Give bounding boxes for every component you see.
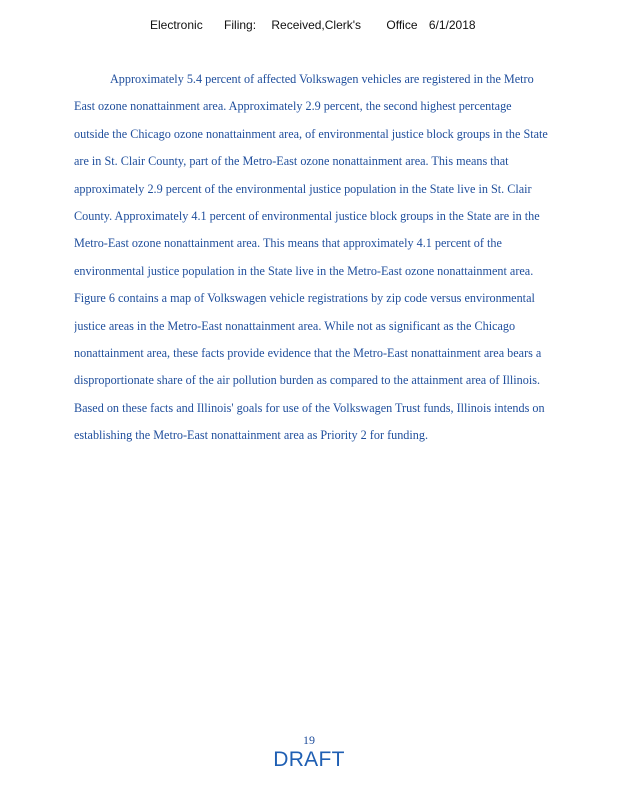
body-line: establishing the Metro-East nonattainment area as Priority 2 for funding. [74,428,429,443]
body-line: Figure 6 contains a map of Volkswagen vehicle registrations by zip code versus environmental [74,291,535,306]
header-filing: Filing: [224,18,257,32]
page-number: 19 [303,733,315,747]
body-paragraph [74,66,604,449]
body-line: County. Approximately 4.1 percent of environmental justice block groups in the State are in the [74,208,540,223]
body-line: East ozone nonattainment area. Approximately 2.9 percent, the second highest percentage [74,99,512,114]
body-line: outside the Chicago ozone nonattainment area, of environmental justice block groups in the State [74,126,548,141]
body-line: approximately 2.9 percent of the environmental justice population in the State live in St. Clair [74,181,532,196]
body-line: justice areas in the Metro-East nonattainment area. While not as significant as the Chicago [74,318,516,333]
body-line: nonattainment area, these facts provide evidence that the Metro-East nonattainment area bears a [74,345,542,360]
filing-header [150,18,476,32]
body-line: disproportionate share of the air pollution burden as compared to the attainment area of Illinois. [74,373,541,388]
body-line: environmental justice population in the State live in the Metro-East ozone nonattainment area. [74,263,534,278]
header-electronic: Electronic [150,18,203,32]
header-office: Office [386,18,418,32]
body-line: Approximately 5.4 percent of affected Volkswagen vehicles are registered in the Metro [110,72,534,86]
body-line: Based on these facts and Illinois' goals for use of the Volkswagen Trust funds, Illinois intends on [74,400,545,415]
body-line: are in St. Clair County, part of the Metro-East ozone nonattainment area. This means that [74,154,509,169]
header-date: 6/1/2018 [428,18,476,32]
draft-watermark-label: DRAFT [273,748,345,771]
header-received: Received,Clerk's [271,18,362,32]
body-line: Metro-East ozone nonattainment area. This means that approximately 4.1 percent of the [74,236,502,251]
